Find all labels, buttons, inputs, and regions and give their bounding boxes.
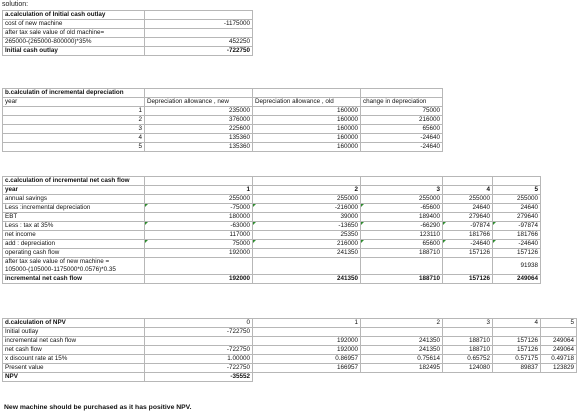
row-label: year xyxy=(3,186,145,195)
row-value: 452250 xyxy=(145,38,253,47)
cell: 249064 xyxy=(541,346,577,355)
table-row xyxy=(3,240,541,249)
cell: 181766 xyxy=(443,231,493,240)
cell xyxy=(443,328,493,337)
conclusion-text: New machine should be purchased as it has positive NPV. xyxy=(4,404,192,411)
initial-cash-outlay-table xyxy=(2,10,253,56)
table-row xyxy=(3,328,577,337)
column-header: 1 xyxy=(253,319,361,328)
cell: 255000 xyxy=(493,195,541,204)
table-row xyxy=(3,337,577,346)
cell: 157126 xyxy=(493,346,541,355)
section-title: a.calculation of Initial cash outlay xyxy=(3,11,145,20)
cell: -722750 xyxy=(145,346,253,355)
row-label: after tax sale value of old machine= xyxy=(3,29,145,38)
column-header: 2 xyxy=(361,319,443,328)
column-header: 5 xyxy=(493,186,541,195)
incremental-cash-flow-table xyxy=(2,176,541,284)
column-header: 3 xyxy=(443,319,493,328)
row-label: cost of new machine xyxy=(3,20,145,29)
salvage-label xyxy=(3,258,145,275)
cell: 216000 xyxy=(253,240,361,249)
npv-table xyxy=(2,318,577,382)
cell xyxy=(361,328,443,337)
cell: 157126 xyxy=(493,337,541,346)
cell xyxy=(253,328,361,337)
cell: 0.65752 xyxy=(443,355,493,364)
column-header: 5 xyxy=(541,319,577,328)
cell: 255000 xyxy=(145,195,253,204)
row-label: add : depreciation xyxy=(3,240,145,249)
cell: 25350 xyxy=(253,231,361,240)
row-label: annual savings xyxy=(3,195,145,204)
cell: 124080 xyxy=(443,364,493,373)
total-label: incremental net cash flow xyxy=(3,275,145,284)
row-label: EBT xyxy=(3,213,145,222)
column-header: Depreciation allowance , new xyxy=(145,98,253,107)
table-row xyxy=(3,213,541,222)
column-header: 4 xyxy=(443,186,493,195)
salvage-label-line2: 105000-(105000-1175000*0.0576)*0.35 xyxy=(5,266,116,273)
cell: 376000 xyxy=(145,116,253,125)
cell xyxy=(493,328,541,337)
table-row xyxy=(3,231,541,240)
cell: -97874 xyxy=(493,222,541,231)
column-header: Depreciation allowance , old xyxy=(253,98,361,107)
column-header: 1 xyxy=(145,186,253,195)
total-row xyxy=(3,373,577,382)
cell: 24640 xyxy=(493,204,541,213)
cell: 135360 xyxy=(145,143,253,152)
row-label: 265000-(265000-800000)*35% xyxy=(3,38,145,47)
cell: 157126 xyxy=(443,249,493,258)
total-cell: 249064 xyxy=(493,275,541,284)
cell: 216000 xyxy=(361,116,443,125)
cell: 39000 xyxy=(253,213,361,222)
section-title: b.calculatin of incremental depreciation xyxy=(3,89,145,98)
row-label: net cash flow xyxy=(3,346,145,355)
total-label: Initial cash outlay xyxy=(3,47,145,56)
cell: -216000 xyxy=(253,204,361,213)
cell: -97874 xyxy=(443,222,493,231)
cell: 0.57175 xyxy=(493,355,541,364)
cell: 279640 xyxy=(493,213,541,222)
cell: 3 xyxy=(3,125,145,134)
cell: 241350 xyxy=(253,249,361,258)
cell: 188710 xyxy=(361,249,443,258)
cell: 255000 xyxy=(443,195,493,204)
table-row xyxy=(3,107,443,116)
cell: 4 xyxy=(3,134,145,143)
cell: 241350 xyxy=(361,346,443,355)
row-label: incremental net cash flow xyxy=(3,337,145,346)
row-label: Initial outlay xyxy=(3,328,145,337)
cell: -65600 xyxy=(361,204,443,213)
row-label: operating cash flow xyxy=(3,249,145,258)
cell: -13650 xyxy=(253,222,361,231)
cell: 123829 xyxy=(541,364,577,373)
total-row xyxy=(3,275,541,284)
row-label: net income xyxy=(3,231,145,240)
column-header: 3 xyxy=(361,186,443,195)
total-value: -35552 xyxy=(145,373,253,382)
cell: 5 xyxy=(3,143,145,152)
cell: 192000 xyxy=(253,346,361,355)
cell: 189400 xyxy=(361,213,443,222)
cell: 135360 xyxy=(145,134,253,143)
table-row xyxy=(3,346,577,355)
cell: -722750 xyxy=(145,364,253,373)
cell: 160000 xyxy=(253,134,361,143)
table-row xyxy=(3,125,443,134)
salvage-label-line1: after tax sale value of new machine = xyxy=(5,258,110,265)
column-header: 4 xyxy=(493,319,541,328)
cell: 24640 xyxy=(443,204,493,213)
cell: 166957 xyxy=(253,364,361,373)
table-row xyxy=(3,249,541,258)
cell: 75000 xyxy=(361,107,443,116)
section-title: d.calculation of NPV xyxy=(3,319,145,328)
row-label: Less :incremental depreciation xyxy=(3,204,145,213)
cell: 160000 xyxy=(253,116,361,125)
cell: 241350 xyxy=(361,337,443,346)
column-header: year xyxy=(3,98,145,107)
cell: 255000 xyxy=(361,195,443,204)
cell: 0.86957 xyxy=(253,355,361,364)
table-row xyxy=(3,134,443,143)
salvage-row xyxy=(3,258,541,275)
cell: -75000 xyxy=(145,204,253,213)
cell: 192000 xyxy=(253,337,361,346)
total-cell: 241350 xyxy=(253,275,361,284)
column-header: 0 xyxy=(145,319,253,328)
cell: 249064 xyxy=(541,337,577,346)
cell: 0.49718 xyxy=(541,355,577,364)
total-cell: 192000 xyxy=(145,275,253,284)
total-label: NPV xyxy=(3,373,145,382)
row-label: Less : tax at 35% xyxy=(3,222,145,231)
cell: 117000 xyxy=(145,231,253,240)
cell: -24640 xyxy=(361,143,443,152)
total-cell: 157126 xyxy=(443,275,493,284)
section-title: c.calculation of incremental net cash flow xyxy=(3,177,145,186)
table-row xyxy=(3,116,443,125)
cell: 2 xyxy=(3,116,145,125)
row-value: -1175000 xyxy=(145,20,253,29)
column-header: change in depreciation xyxy=(361,98,443,107)
page-heading: solution: xyxy=(2,1,29,8)
cell: 75000 xyxy=(145,240,253,249)
cell: 188710 xyxy=(443,346,493,355)
table-row xyxy=(3,364,577,373)
cell: 65600 xyxy=(361,125,443,134)
cell: 279640 xyxy=(443,213,493,222)
cell: 1.00000 xyxy=(145,355,253,364)
table-row xyxy=(3,222,541,231)
cell: 160000 xyxy=(253,125,361,134)
column-header: 2 xyxy=(253,186,361,195)
incremental-depreciation-table xyxy=(2,88,443,152)
cell: 181766 xyxy=(493,231,541,240)
cell: 225600 xyxy=(145,125,253,134)
cell: 182495 xyxy=(361,364,443,373)
cell: 255000 xyxy=(253,195,361,204)
cell: -24640 xyxy=(493,240,541,249)
cell: -24640 xyxy=(443,240,493,249)
cell: -722750 xyxy=(145,328,253,337)
cell: 123110 xyxy=(361,231,443,240)
cell: 188710 xyxy=(443,337,493,346)
salvage-value: 91938 xyxy=(493,258,541,275)
total-value: -722750 xyxy=(145,47,253,56)
cell: 192000 xyxy=(145,249,253,258)
cell: 180000 xyxy=(145,213,253,222)
cell xyxy=(541,328,577,337)
cell xyxy=(145,337,253,346)
row-label: Present value xyxy=(3,364,145,373)
cell: 89837 xyxy=(493,364,541,373)
cell: 160000 xyxy=(253,107,361,116)
table-row xyxy=(3,143,443,152)
total-cell: 188710 xyxy=(361,275,443,284)
cell: -66290 xyxy=(361,222,443,231)
cell: 235000 xyxy=(145,107,253,116)
cell: 157126 xyxy=(493,249,541,258)
row-value xyxy=(145,29,253,38)
cell: 1 xyxy=(3,107,145,116)
table-row xyxy=(3,355,577,364)
cell: 65600 xyxy=(361,240,443,249)
table-row xyxy=(3,204,541,213)
table-row xyxy=(3,195,541,204)
cell: 0.75614 xyxy=(361,355,443,364)
cell: -24640 xyxy=(361,134,443,143)
row-label: x discount rate at 15% xyxy=(3,355,145,364)
cell: 160000 xyxy=(253,143,361,152)
cell: -63000 xyxy=(145,222,253,231)
